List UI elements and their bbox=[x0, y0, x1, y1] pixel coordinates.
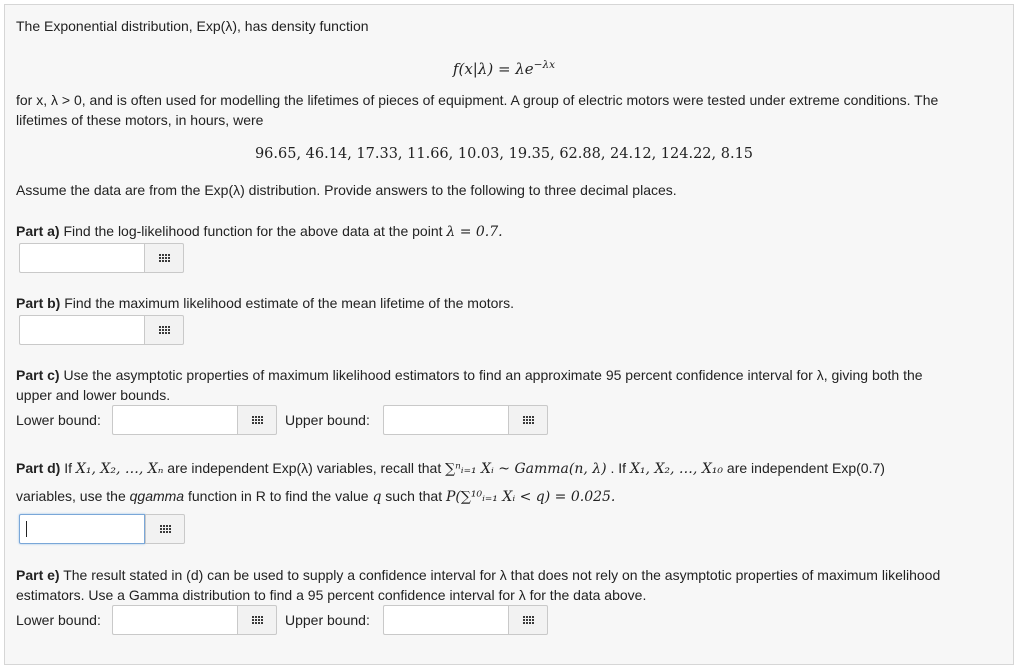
part-d-text-1: If bbox=[60, 460, 76, 476]
part-a-point: λ = 0.7. bbox=[446, 224, 503, 240]
part-d-question bbox=[16, 458, 885, 479]
part-d-math-2: ∑ⁿᵢ₌₁ Xᵢ ~ Gamma(n, λ) bbox=[445, 461, 607, 477]
part-b-keypad-button[interactable] bbox=[144, 315, 184, 345]
part-e-upper-label: Upper bound: bbox=[285, 612, 370, 628]
part-e-label: Part e) bbox=[16, 567, 60, 583]
part-d-qgamma: qgamma bbox=[129, 488, 185, 504]
part-d-math-1: X₁, X₂, …, Xₙ bbox=[75, 461, 164, 477]
keypad-icon bbox=[159, 254, 170, 262]
part-e-upper-input[interactable] bbox=[383, 605, 508, 635]
part-a-keypad-button[interactable] bbox=[144, 243, 184, 273]
part-e-question-cont: estimators. Use a Gamma distribution to find a 95 percent confidence interval for λ for the data above. bbox=[16, 587, 647, 603]
part-e-lower-keypad-button[interactable] bbox=[237, 605, 277, 635]
part-c-lower-input[interactable] bbox=[112, 405, 237, 435]
density-formula-exponent: −λx bbox=[533, 59, 556, 71]
part-e-text: The result stated in (d) can be used to supply a confidence interval for λ that does not rely on the asymptotic properties of maximum likelihood bbox=[59, 567, 941, 583]
keypad-icon bbox=[159, 326, 170, 334]
part-d-line2-e: such that bbox=[381, 488, 446, 504]
part-e-question bbox=[16, 565, 940, 585]
part-a-text: Find the log-likelihood function for the above data at the point bbox=[59, 223, 447, 239]
assumption-text: Assume the data are from the Exp(λ) distribution. Provide answers to the following to three decimal places. bbox=[16, 182, 677, 198]
part-c-label: Part c) bbox=[16, 367, 60, 383]
part-c-upper-input[interactable] bbox=[383, 405, 508, 435]
part-d-line2-c: function in R to find the value bbox=[184, 488, 373, 504]
intro-line-1: The Exponential distribution, Exp(λ), has density function bbox=[16, 18, 369, 34]
intro-line-2b: lifetimes of these motors, in hours, were bbox=[16, 112, 264, 128]
part-c-lower-keypad-button[interactable] bbox=[237, 405, 277, 435]
part-c-question bbox=[16, 365, 923, 385]
part-d-probability-expr: P(∑¹⁰ᵢ₌₁ Xᵢ < q) = 0.025. bbox=[446, 489, 616, 505]
part-b-answer-input[interactable] bbox=[19, 315, 144, 345]
part-b-question bbox=[16, 293, 514, 313]
part-d-text-2: are independent Exp(λ) variables, recall that bbox=[163, 460, 446, 476]
text-caret bbox=[26, 521, 27, 537]
keypad-icon bbox=[160, 525, 171, 533]
part-d-q: q bbox=[372, 489, 382, 505]
part-a-label: Part a) bbox=[16, 223, 60, 239]
density-formula bbox=[0, 54, 1008, 80]
part-c-question-cont: upper and lower bounds. bbox=[16, 387, 171, 403]
part-b-text: Find the maximum likelihood estimate of the mean lifetime of the motors. bbox=[60, 295, 514, 311]
keypad-icon bbox=[252, 416, 263, 424]
part-b-label: Part b) bbox=[16, 295, 61, 311]
part-c-upper-label: Upper bound: bbox=[285, 412, 370, 428]
data-values: 96.65, 46.14, 17.33, 11.66, 10.03, 19.35, 62.88, 24.12, 124.22, 8.15 bbox=[254, 146, 754, 162]
keypad-icon bbox=[523, 416, 534, 424]
part-d-answer-input[interactable] bbox=[19, 514, 145, 544]
keypad-icon bbox=[252, 616, 263, 624]
keypad-icon bbox=[523, 616, 534, 624]
part-d-keypad-button[interactable] bbox=[145, 514, 185, 544]
part-c-upper-keypad-button[interactable] bbox=[508, 405, 548, 435]
part-e-upper-keypad-button[interactable] bbox=[508, 605, 548, 635]
part-e-lower-label: Lower bound: bbox=[16, 612, 101, 628]
part-e-lower-input[interactable] bbox=[112, 605, 237, 635]
part-c-text: Use the asymptotic properties of maximum likelihood estimators to find an approximate 95 percent confidence interval for λ, giving both the bbox=[59, 367, 923, 383]
part-a-answer-input[interactable] bbox=[19, 243, 144, 273]
part-d-label: Part d) bbox=[16, 460, 61, 476]
density-formula-main: f(x|λ) = λe bbox=[452, 60, 534, 78]
part-a-question bbox=[16, 221, 503, 242]
part-d-math-3: X₁, X₂, …, X₁₀ bbox=[629, 461, 724, 477]
intro-line-2a: for x, λ > 0, and is often used for modelling the lifetimes of pieces of equipment. A group of electric motors were tested under extreme conditions. The bbox=[16, 92, 939, 108]
part-d-question-cont bbox=[16, 486, 615, 507]
part-d-text-4: are independent Exp(0.7) bbox=[723, 460, 885, 476]
part-d-text-3: . If bbox=[606, 460, 630, 476]
part-c-lower-label: Lower bound: bbox=[16, 412, 101, 428]
question-panel bbox=[4, 4, 1014, 665]
part-d-line2-a: variables, use the bbox=[16, 488, 130, 504]
